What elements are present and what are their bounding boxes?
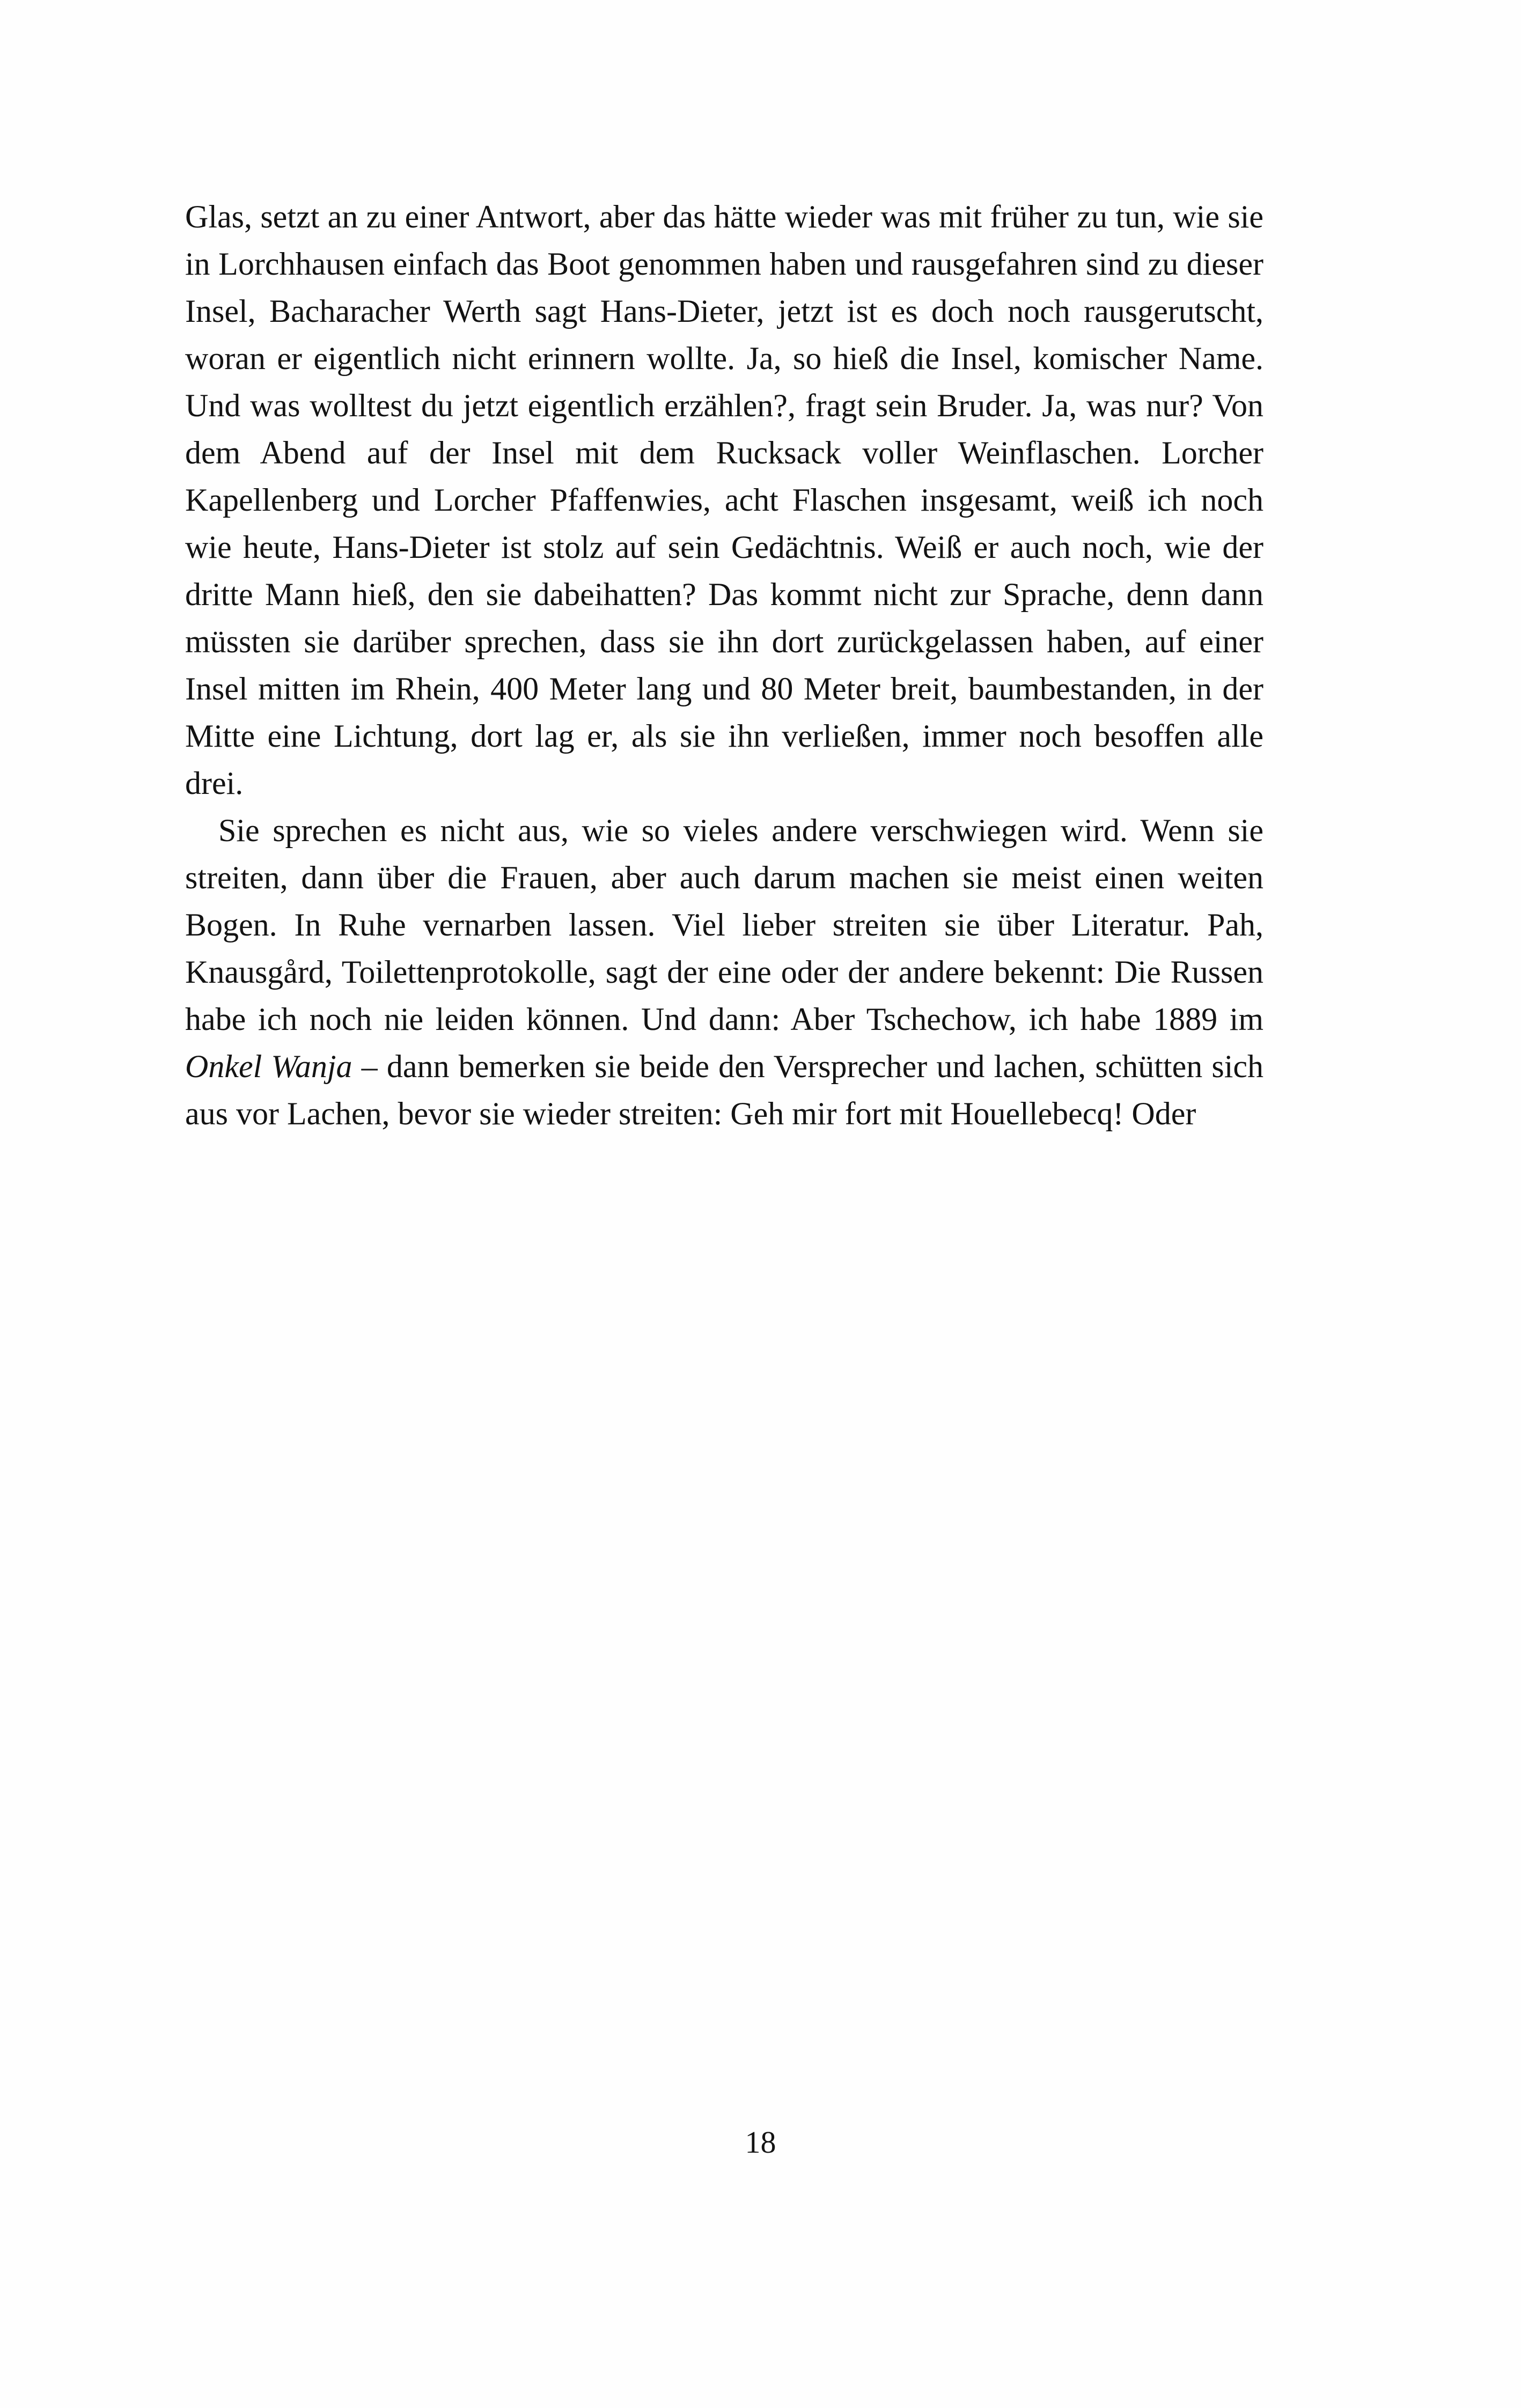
paragraph-2-part-2: – dann bemerken sie beide den Versprecher und lachen, schütten sich aus vor Lachen, bevor sie wieder streiten: Geh mir fort mit Houellebecq! Oder bbox=[185, 1049, 1263, 1131]
book-title-italic: Onkel Wanja bbox=[185, 1049, 352, 1084]
paragraph-2 bbox=[185, 807, 1263, 1137]
paragraph-2-part-1: Sie sprechen es nicht aus, wie so vieles andere verschwiegen wird. Wenn sie streiten, dann über die Frauen, aber auch darum machen sie meist einen weiten Bogen. In Ruhe vernarben lassen. Viel lieber streiten sie über Literatur. Pah, Knausgård, Toilettenprotokolle, sagt der eine oder der andere bekennt: Die Russen habe ich noch nie leiden können. Und dann: Aber Tschechow, ich habe 1889 im bbox=[185, 813, 1263, 1037]
page-text-block bbox=[185, 193, 1263, 1137]
paragraph-1: Glas, setzt an zu einer Antwort, aber das hätte wieder was mit früher zu tun, wie sie in Lorchhausen einfach das Boot genommen haben und rausgefahren sind zu dieser Insel, Bacharacher Werth sagt Hans-Dieter, jetzt ist es doch noch rausgerutscht, woran er eigentlich nicht erinnern wollte. Ja, so hieß die Insel, komischer Name. Und was wolltest du jetzt eigentlich erzählen?, fragt sein Bruder. Ja, was nur? Von dem Abend auf der Insel mit dem Rucksack voller Weinflaschen. Lorcher Kapellenberg und Lorcher Pfaffenwies, acht Flaschen insgesamt, weiß ich noch wie heute, Hans-Dieter ist stolz auf sein Gedächtnis. Weiß er auch noch, wie der dritte Mann hieß, den sie dabeihatten? Das kommt nicht zur Sprache, denn dann müssten sie darüber sprechen, dass sie ihn dort zurückgelassen haben, auf einer Insel mitten im Rhein, 400 Meter lang und 80 Meter breit, baumbestanden, in der Mitte eine Lichtung, dort lag er, als sie ihn verließen, immer noch besoffen alle drei. bbox=[185, 199, 1263, 801]
page-number: 18 bbox=[745, 2125, 776, 2160]
